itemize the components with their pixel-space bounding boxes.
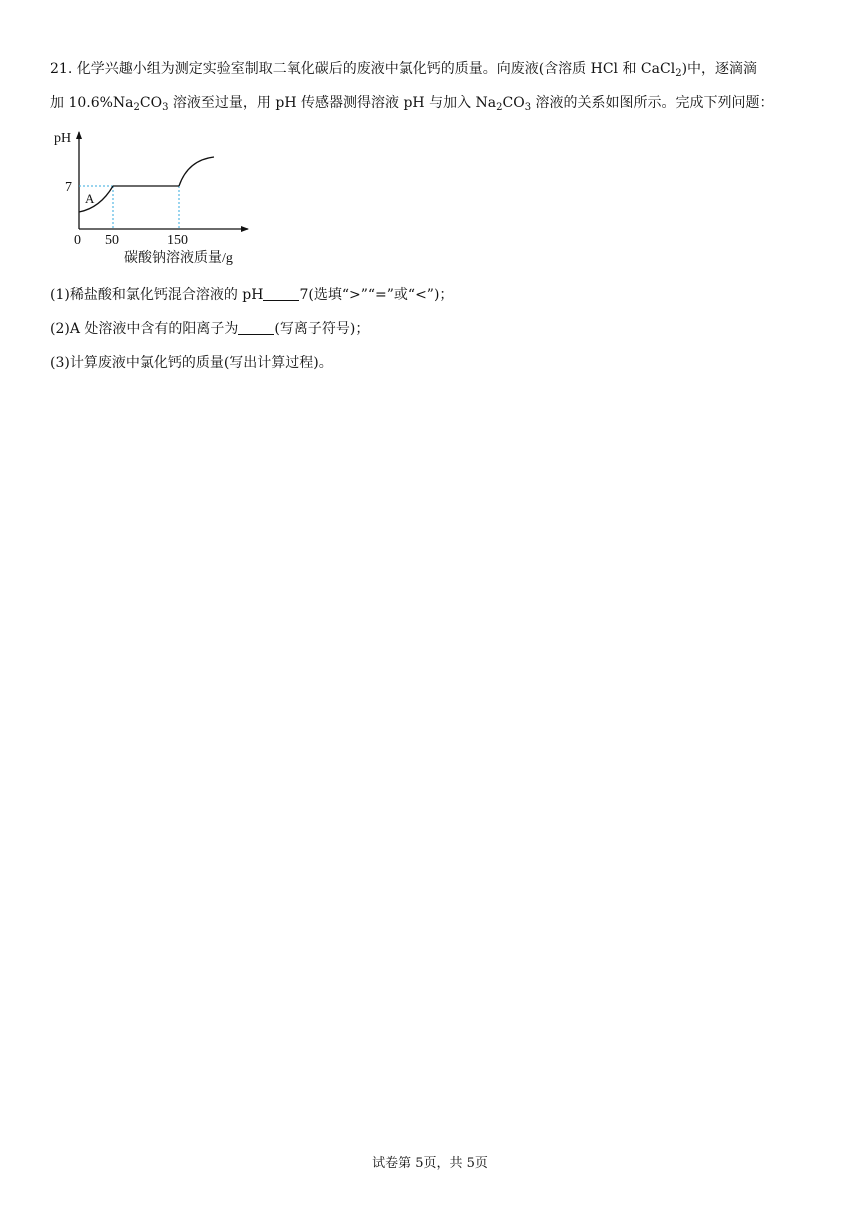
subscript: 3: [524, 102, 532, 113]
answer-blank: [263, 286, 299, 301]
q3-text: (3)计算废液中氯化钙的质量(写出计算过程)。: [50, 355, 333, 371]
page-footer: 试卷第 5页，共 5页: [372, 1156, 488, 1171]
q1-text-end: 7(选填“>”“=”或“<”)；: [299, 287, 454, 303]
q1-text: (1)稀盐酸和氯化钙混合溶液的 pH: [50, 287, 264, 303]
q2-text-end: (写离子符号)；: [274, 321, 370, 337]
question-text: CO: [502, 95, 525, 111]
question-line-2: [50, 94, 774, 112]
segment-excess: [179, 157, 214, 186]
sub-question-2: [50, 320, 369, 338]
x-tick-150: 150: [167, 233, 188, 248]
x-axis-label: 碳酸钠溶液质量/g: [124, 251, 233, 266]
y-tick-7: 7: [65, 180, 72, 195]
y-axis-label: pH: [54, 131, 72, 146]
question-text: )中，逐滴滴: [681, 61, 758, 77]
subscript: 2: [133, 102, 140, 113]
ph-graph: [50, 124, 260, 272]
subscript: 2: [675, 68, 682, 79]
question-text: CO: [139, 95, 163, 111]
question-number: 21.: [50, 61, 73, 77]
question-text: 化学兴趣小组为测定实验室制取二氧化碳后的废液中氯化钙的质量。向废液(含溶质 HCl 和 CaCl: [76, 61, 676, 77]
question-text: 溶液的关系如图所示。完成下列问题：: [531, 95, 774, 111]
answer-blank: [238, 320, 274, 335]
x-tick-0: 0: [74, 233, 81, 248]
q2-text: (2)A 处溶液中含有的阳离子为: [50, 321, 239, 337]
x-tick-50: 50: [105, 233, 119, 248]
subscript: 2: [496, 102, 503, 113]
sub-question-1: [50, 286, 453, 304]
point-a-label: A: [85, 191, 95, 206]
question-line-1: [50, 60, 757, 78]
sub-question-3: [50, 354, 333, 372]
question-text: 溶液至过量，用 pH 传感器测得溶液 pH 与加入 Na: [168, 95, 497, 111]
subscript: 3: [162, 102, 169, 113]
question-text: 加 10.6%Na: [50, 95, 134, 111]
